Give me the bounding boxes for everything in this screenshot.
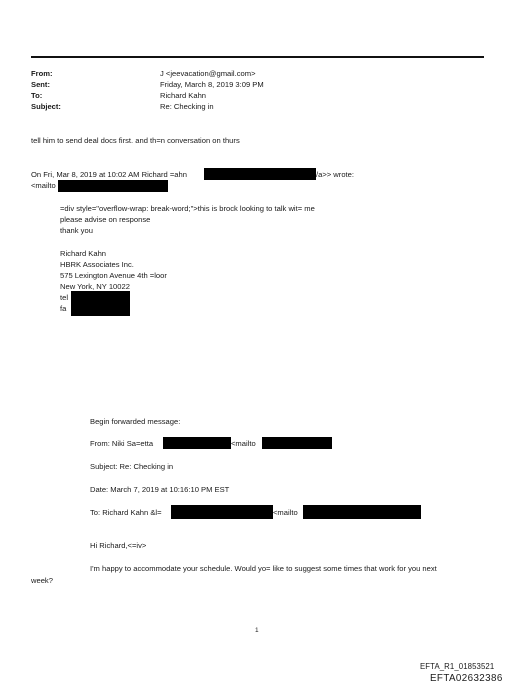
quote-mailto: <mailto <box>31 181 56 190</box>
bates-number-secondary: EFTA02632386 <box>430 673 503 684</box>
header-rule <box>31 56 484 58</box>
to-value: Richard Kahn <box>160 91 207 100</box>
forward-date: Date: March 7, 2019 at 10:16:10 PM EST <box>90 485 230 494</box>
subject-value: Re: Checking in <box>160 102 214 111</box>
bates-number-primary: EFTA_R1_01853521 <box>420 662 495 671</box>
forward-begin: Begin forwarded message: <box>90 417 181 426</box>
signature-tel: tel <box>60 293 69 302</box>
sent-label: Sent: <box>31 80 50 89</box>
forward-subject: Subject: Re: Checking in <box>90 462 174 471</box>
signature-company: HBRK Associates Inc. <box>60 260 134 269</box>
redaction-box <box>171 505 273 519</box>
page-number: 1 <box>255 627 259 634</box>
forward-from: From: Niki Sa=etta <box>90 439 154 448</box>
from-label: From: <box>31 69 53 78</box>
to-label: To: <box>31 91 43 100</box>
redaction-box <box>58 180 168 192</box>
subject-label: Subject: <box>31 102 61 111</box>
quote-intro-start: On Fri, Mar 8, 2019 at 10:02 AM Richard =ahn <box>31 170 187 179</box>
redaction-box <box>303 505 421 519</box>
forward-from-mailto: <mailto <box>231 439 256 448</box>
signature-city: New York, NY 10022 <box>60 282 130 291</box>
forward-message-continued: week? <box>31 576 53 585</box>
forward-to-mailto: <mailto <box>273 508 298 517</box>
quoted-thanks-line: thank you <box>60 226 93 235</box>
quoted-div-line: =div style="overflow-wrap: break-word;">this is brock looking to talk wit= me <box>60 204 315 213</box>
signature-name: Richard Kahn <box>60 249 107 258</box>
redaction-box <box>204 168 316 180</box>
sent-value: Friday, March 8, 2019 3:09 PM <box>160 80 264 89</box>
reply-text: tell him to send deal docs first. and th=n conversation on thurs <box>31 136 240 145</box>
quote-intro-end: /a>> wrote: <box>316 170 354 179</box>
redaction-box <box>262 437 332 449</box>
forward-message: I'm happy to accommodate your schedule. Would yo= like to suggest some times that work for you next <box>90 564 437 573</box>
signature-fax: fa <box>60 304 67 313</box>
redaction-box <box>71 291 130 316</box>
forward-to: To: Richard Kahn &l= <box>90 508 162 517</box>
redaction-box <box>163 437 231 449</box>
signature-address: 575 Lexington Avenue 4th =loor <box>60 271 167 280</box>
forward-greeting: Hi Richard,<=iv> <box>90 541 147 550</box>
from-value: J <jeevacation@gmail.com> <box>160 69 256 78</box>
quoted-advise-line: please advise on response <box>60 215 151 224</box>
